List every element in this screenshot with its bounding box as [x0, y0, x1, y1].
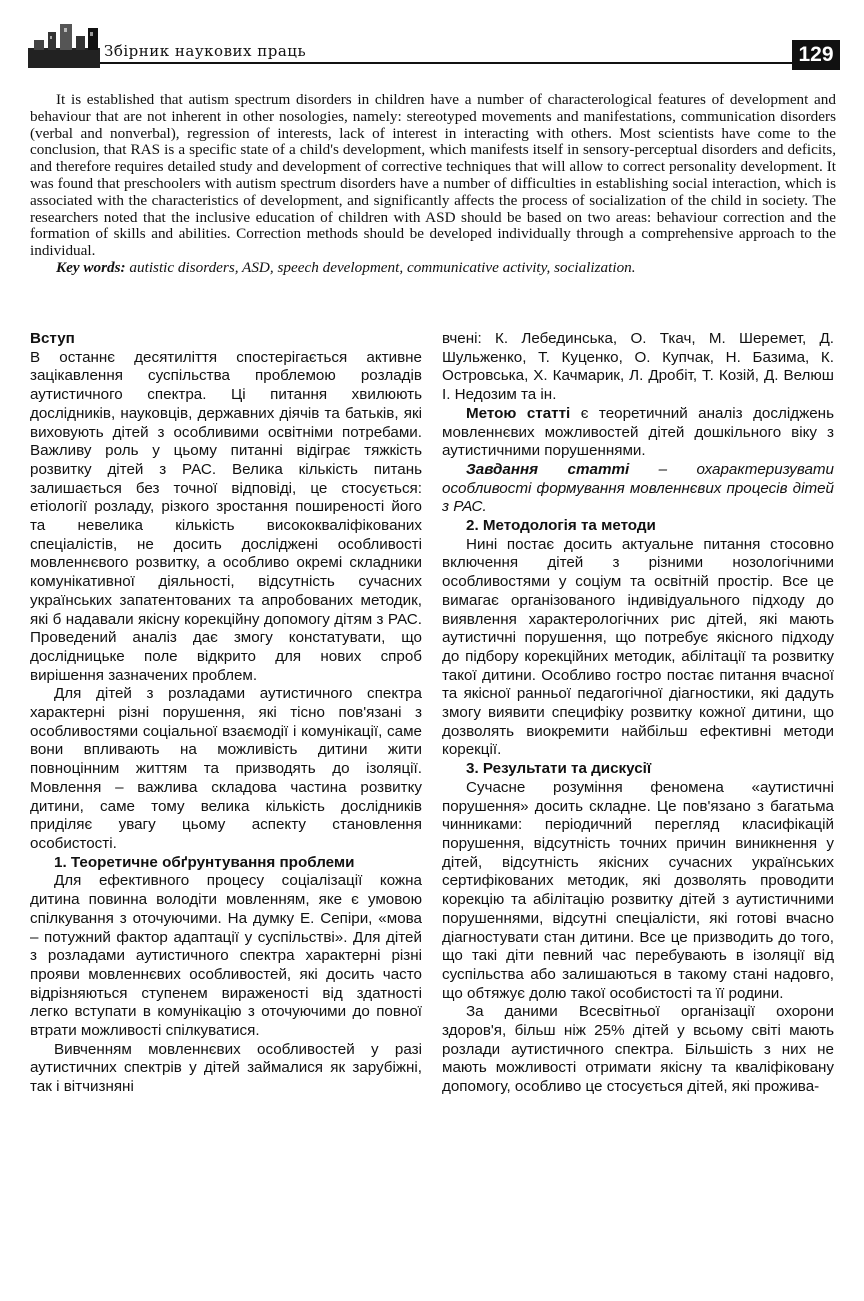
page-header — [28, 18, 840, 70]
task-paragraph — [442, 461, 834, 517]
abstract — [30, 92, 836, 277]
keywords — [30, 260, 836, 277]
aim-paragraph — [442, 405, 834, 461]
keywords-text: autistic disorders, ASD, speech development, communicative activity, socialization. — [129, 258, 636, 276]
section-3-paragraph-1: Сучасне розуміння феномена «аутистичні порушення» досить складне. Це пов'язано з багатьма чинниками: періодичний перегляд класифікацій порушення, відсутність точних причин виникнення у дітей, відсутність якісних сучасних українських сертифікованих методик, які дозволять проводити корекцію та абілітацію розвитку дітей з аутистичними порушеннями, відсутні спеціалісти, які готові вчасно діагностувати стан дитини. Все це призводить до того, що такі діти певний час перебувають в ізоляції від суспільства або залишаються в такому стані надовго, що обтяжує долю такої особистості та її родини. — [442, 778, 834, 1002]
section-3-paragraph-2: За даними Всесвітньої організації охорони здоров'я, більш ніж 25% дітей у всьому світі мають розлади аутистичного спектра. Більшість з них не мають можливості отримати якісну та кваліфіковану допомогу, особливо це стосується дітей, які прожива- — [442, 1003, 834, 1096]
aim-label: Метою статті — [466, 404, 571, 422]
journal-title: Збірник наукових праць — [104, 42, 307, 60]
header-rule — [100, 62, 806, 64]
intro-paragraph-2: Для дітей з розладами аутистичного спектра характерні різні порушення, які тісно пов'язані з особливостями соціальної взаємодії і комунікації, саме вони впливають на можливість дитини жити повноцінним життям та призводять до ізоляції. Мовлення – важлива складова частина розвитку дитини, саме тому велика кількість дослідників приділяє увагу цьому аспекту становлення особистості. — [30, 685, 422, 852]
journal-logo-icon — [28, 18, 100, 68]
section-1-paragraph-1: Для ефективного процесу соціалізації кожна дитина повинна володіти мовленням, яке є умовою спілкування з оточуючими. На думку Е. Сепіри, «мова – потужний фактор адаптації у суспільстві». Для дітей з розладами аутистичного спектра характерні різні прояви мовленнєвих особливостей, які досить часто відрізняються ступенем вираженості від здатності легко вступати в комунікацію з оточуючими до повної втрати можливості спілкуватися. — [30, 872, 422, 1040]
abstract-text: It is established that autism spectrum disorders in children have a number of characterological features of development and behaviour that are not inherent in other nosologies, namely: stereotyped movements and manifestations, communication disorders (verbal and nonverbal), regression of interests, lack of interest in interacting with others. Most scientists have come to the conclusion, that RAS is a specific state of a child's development, which manifests itself in sensory-perceptual disorders and deficits, and therefore requires detailed study and development of corrective techniques that will allow to correct personality development. It was found that preschoolers with autism spectrum disorders have a number of difficulties in establishing social interaction, which is associated with the characteristics of development, and significantly affects the process of socialization of the child in society. The researchers noted that the inclusive education of children with ASD should be based on two areas: behaviour correction and the formation of skills and abilities. Correction methods should be developed individually through a comprehensive approach to the individual. — [30, 91, 836, 260]
section-1-paragraph-2: Вивченням мовленнєвих особливостей у разі аутистичних спектрів у дітей займалися як зарубіжні, так і вітчизняні — [30, 1040, 422, 1096]
page-number: 129 — [792, 40, 840, 70]
left-column — [30, 330, 422, 1097]
section-1-heading: 1. Теоретичне обґрунтування проблеми — [54, 853, 355, 871]
intro-paragraph-1: В останнє десятиліття спостерігається активне зацікавлення суспільства проблемою розладів аутистичного спектра. Ці питання хвилюють дослідників, науковців, державних діячів та батьків, які виховують дітей з особливими освітніми потребами. Важливу роль у цьому питанні відіграє тяжкість розвитку дітей з РАС. Велика кількість питань залишається без точної відповіді, це стосується: етіології розладу, різкого зростання поширеності його та невелика кількість висококваліфікованих спеціалістів, не досить досліджені особливості мовленнєвого розвитку, а особливо окремі складники комунікативної діяльності, відсутність сучасних українських запатентованих та апробованих методик, які б надавали якісну корекційну допомогу дітям з РАС. Проведений аналіз дає змогу констатувати, що дослідницьке поле відкрито для нових спроб вирішення зазначених проблем. — [30, 348, 422, 684]
right-column — [442, 330, 834, 1097]
section-2-heading: 2. Методологія та методи — [466, 517, 656, 535]
section-2-paragraph-1: Нині постає досить актуальне питання стосовно включення дітей з різними нозологічними особливостями у соціум та освітній простір. Все це вимагає організованого індивідуального підходу до виявлення характерологічних рис дітей, які мають аутистичні порушення, що потребує якісного підходу до підбору корекційних методик, абілітації та розвитку такої дитини. Особливо гостро постає питання вчасної та якісної ранньої педагогічної діагностики, які дадуть змогу виявити специфіку розвитку кожної дитини, що дозволять виокремити найбільш ефективні методи корекції. — [442, 535, 834, 759]
keywords-label: Key words: — [56, 258, 126, 276]
task-text: – охарактеризувати особливості формування мовленнєвих процесів дітей з РАС. — [442, 460, 834, 516]
task-label: Завдання статті — [466, 460, 630, 478]
section-3-heading: 3. Результати та дискусії — [466, 760, 652, 778]
aim-text: є теоретичний аналіз досліджень мовленнєвих можливостей дітей дошкільного віку з аутистичними порушеннями. — [442, 404, 834, 460]
continued-paragraph: вчені: К. Лебединська, О. Ткач, М. Шеремет, Д. Шульженко, Т. Куценко, О. Купчак, Н. Базима, К. Островська, Х. Качмарик, Л. Дробіт, Т. Козій, Д. Велюш І. Недозим та ін. — [442, 330, 834, 404]
intro-heading: Вступ — [30, 330, 75, 347]
